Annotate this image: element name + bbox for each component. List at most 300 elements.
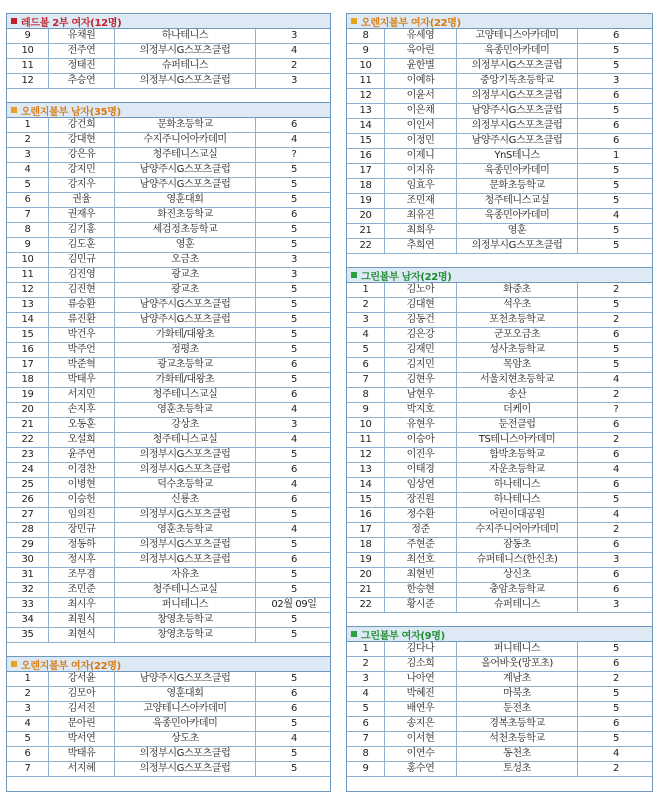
player-name: 추승연	[49, 74, 115, 88]
entry-number: 5	[347, 702, 385, 716]
player-name: 박태우	[49, 373, 115, 387]
player-club: 육종민아카데미	[457, 209, 578, 223]
player-name: 장진원	[385, 493, 457, 507]
player-club: 의정부시G스포츠클럽	[115, 553, 256, 567]
player-club: 하나테니스	[115, 29, 256, 43]
player-name: 추희연	[385, 239, 457, 253]
player-name: 김지민	[385, 358, 457, 372]
player-name: 나아연	[385, 672, 457, 686]
entry-number: 22	[347, 239, 385, 253]
player-name: 강서윤	[49, 672, 115, 686]
entry-number: 4	[7, 717, 49, 731]
entry-number: 1	[7, 672, 49, 686]
player-name: 강대현	[49, 133, 115, 147]
player-grade: 6	[291, 554, 297, 565]
entry-number: 26	[7, 493, 49, 507]
player-club: 함박초등학교	[457, 448, 578, 462]
player-name: 윤한별	[385, 59, 457, 73]
table-row	[347, 44, 652, 59]
entry-number: 7	[347, 373, 385, 387]
player-club: 청주테니스교실	[115, 583, 256, 597]
player-club: 정평초	[115, 343, 256, 357]
player-name: 최원식	[49, 613, 115, 627]
section-header	[7, 14, 330, 29]
player-grade: 6	[291, 209, 297, 220]
player-name: 정준	[385, 523, 457, 537]
player-name: 임의진	[49, 508, 115, 522]
player-grade: 5	[291, 194, 297, 205]
section-header	[347, 14, 652, 29]
player-name: 이진우	[385, 448, 457, 462]
entry-number: 12	[7, 74, 49, 88]
table-row	[7, 523, 330, 538]
table-row	[347, 194, 652, 209]
table-row	[7, 148, 330, 163]
entry-number: 14	[347, 478, 385, 492]
player-grade: 5	[613, 643, 619, 654]
square-bullet-icon	[11, 107, 17, 113]
player-name: 서지혜	[49, 762, 115, 776]
player-name: 이지유	[385, 164, 457, 178]
player-grade: 6	[291, 359, 297, 370]
table-row	[7, 538, 330, 553]
player-club: 오금초	[115, 253, 256, 267]
table-row	[347, 642, 652, 657]
table-row	[7, 223, 330, 238]
section-gap	[7, 643, 330, 657]
entry-number: 10	[7, 44, 49, 58]
table-row	[347, 478, 652, 493]
player-club: 남양주시G스포츠클럽	[115, 313, 256, 327]
table-row	[7, 133, 330, 148]
player-grade: 5	[291, 509, 297, 520]
entry-number: 9	[7, 29, 49, 43]
player-name: 황시준	[385, 598, 457, 612]
entry-number: 29	[7, 538, 49, 552]
entry-number: 5	[7, 732, 49, 746]
player-grade: 6	[291, 119, 297, 130]
player-grade: 2	[291, 60, 297, 71]
section-title: 오렌지볼부 여자(22명)	[361, 17, 461, 29]
entry-number: 4	[7, 163, 49, 177]
player-name: 남현우	[385, 388, 457, 402]
player-name: 조민준	[49, 583, 115, 597]
entry-number: 22	[7, 433, 49, 447]
player-grade: 3	[613, 75, 619, 86]
player-grade: 5	[291, 718, 297, 729]
table-row	[7, 418, 330, 433]
player-club: 둔전클럽	[457, 418, 578, 432]
player-grade: 3	[291, 75, 297, 86]
entry-number: 9	[347, 403, 385, 417]
player-club: 하나테니스	[457, 478, 578, 492]
square-bullet-icon	[11, 18, 17, 24]
table-row	[347, 687, 652, 702]
player-name: 김은강	[385, 328, 457, 342]
player-name: 김대현	[385, 298, 457, 312]
table-row	[7, 687, 330, 702]
player-grade: 4	[291, 45, 297, 56]
square-bullet-icon	[351, 272, 357, 278]
player-club: 덕수초등학교	[115, 478, 256, 492]
entry-number: 3	[7, 148, 49, 162]
player-club: 수지주니어아카데미	[457, 523, 578, 537]
player-grade: 5	[613, 733, 619, 744]
section-header	[347, 627, 652, 642]
player-name: 유채원	[49, 29, 115, 43]
player-name: 이정민	[385, 134, 457, 148]
player-club: 의정부시G스포츠클럽	[457, 239, 578, 253]
player-name: 정태진	[49, 59, 115, 73]
table-row	[347, 164, 652, 179]
player-name: 이연수	[385, 747, 457, 761]
player-name: 이태경	[385, 463, 457, 477]
player-club: 서울치현초등학교	[457, 373, 578, 387]
table-row	[7, 493, 330, 508]
player-name: 강지우	[49, 178, 115, 192]
square-bullet-icon	[11, 661, 17, 667]
table-row	[347, 119, 652, 134]
player-name: 이승아	[385, 433, 457, 447]
player-club: 슈퍼테니스	[457, 598, 578, 612]
player-grade: 5	[291, 374, 297, 385]
player-grade: 5	[613, 344, 619, 355]
player-name: 김도훈	[49, 238, 115, 252]
player-club: 청주테니스교실	[115, 388, 256, 402]
player-club: 계남초	[457, 672, 578, 686]
player-name: 윤주연	[49, 448, 115, 462]
player-grade: 5	[291, 239, 297, 250]
player-name: 박건우	[49, 328, 115, 342]
player-club: 충암초등학교	[457, 583, 578, 597]
player-grade: 5	[613, 688, 619, 699]
player-grade: 5	[613, 494, 619, 505]
player-club: 의정부시G스포츠클럽	[115, 463, 256, 477]
player-name: 이병현	[49, 478, 115, 492]
player-club: 문화초등학교	[115, 118, 256, 132]
entry-number: 18	[7, 373, 49, 387]
player-grade: 4	[291, 524, 297, 535]
table-row	[7, 238, 330, 253]
player-club: 청주테니스교실	[457, 194, 578, 208]
entry-number: 6	[347, 358, 385, 372]
player-club: 의정부시G스포츠클럽	[115, 74, 256, 88]
table-row	[347, 343, 652, 358]
player-name: 류진환	[49, 313, 115, 327]
player-grade: 2	[613, 314, 619, 325]
entry-number: 30	[7, 553, 49, 567]
table-row	[347, 717, 652, 732]
entry-number: 1	[347, 283, 385, 297]
player-grade: 6	[291, 703, 297, 714]
table-row	[7, 298, 330, 313]
table-row	[7, 553, 330, 568]
entry-number: 27	[7, 508, 49, 522]
player-club: 의정부시G스포츠클럽	[115, 44, 256, 58]
table-row	[7, 283, 330, 298]
player-club: 군포오금초	[457, 328, 578, 342]
entry-number: 34	[7, 613, 49, 627]
player-club: 더케이	[457, 403, 578, 417]
player-grade: 3	[613, 554, 619, 565]
player-grade: 2	[613, 763, 619, 774]
entry-number: 17	[7, 358, 49, 372]
player-name: 권재우	[49, 208, 115, 222]
entry-number: 19	[347, 194, 385, 208]
player-grade: 6	[613, 584, 619, 595]
player-grade: 6	[613, 90, 619, 101]
player-name: 이예하	[385, 74, 457, 88]
player-club: 고양테니스아카데미	[115, 702, 256, 716]
player-name: 이서현	[385, 732, 457, 746]
player-club: 남양주시G스포츠클럽	[115, 672, 256, 686]
player-name: 배연우	[385, 702, 457, 716]
player-name: 송지은	[385, 717, 457, 731]
player-club: 의정부시G스포츠클럽	[115, 538, 256, 552]
entry-number: 4	[347, 328, 385, 342]
player-name: 김모아	[49, 687, 115, 701]
square-bullet-icon	[351, 18, 357, 24]
section-header	[7, 103, 330, 118]
section-gap	[7, 89, 330, 103]
player-grade: ?	[613, 404, 619, 415]
player-club: 영훈	[115, 238, 256, 252]
player-grade: 5	[291, 614, 297, 625]
entry-number: 13	[347, 463, 385, 477]
entry-number: 9	[7, 238, 49, 252]
player-name: 김다나	[385, 642, 457, 656]
table-row	[347, 59, 652, 74]
table-row	[7, 193, 330, 208]
table-row	[347, 224, 652, 239]
table-row	[347, 134, 652, 149]
player-club: 성사초등학교	[457, 343, 578, 357]
table-row	[347, 672, 652, 687]
entry-number: 7	[7, 762, 49, 776]
table-row	[347, 538, 652, 553]
player-grade: 5	[613, 359, 619, 370]
table-row	[347, 74, 652, 89]
table-row	[7, 762, 330, 777]
entry-number: 8	[7, 223, 49, 237]
entry-number: 18	[347, 179, 385, 193]
entry-number: 23	[7, 448, 49, 462]
player-grade: 6	[613, 539, 619, 550]
player-grade: 02월 09일	[271, 599, 317, 610]
player-club: 상신초	[457, 568, 578, 582]
player-name: 이경찬	[49, 463, 115, 477]
player-name: 임효우	[385, 179, 457, 193]
player-name: 이은채	[385, 104, 457, 118]
player-club: 영훈초등학교	[115, 403, 256, 417]
table-row	[347, 553, 652, 568]
player-club: 창영초등학교	[115, 613, 256, 627]
entry-number: 11	[7, 59, 49, 73]
entry-number: 12	[347, 89, 385, 103]
table-row	[7, 403, 330, 418]
player-club: 의정부시G스포츠클럽	[457, 119, 578, 133]
player-name: 최현빈	[385, 568, 457, 582]
player-name: 정동하	[49, 538, 115, 552]
table-row	[347, 433, 652, 448]
player-club: 어린이대공원	[457, 508, 578, 522]
table-row	[347, 29, 652, 44]
player-club: 석우초	[457, 298, 578, 312]
table-row	[7, 343, 330, 358]
player-club: 의정부시G스포츠클럽	[457, 59, 578, 73]
player-grade: 5	[291, 449, 297, 460]
table-row	[347, 418, 652, 433]
entry-number: 15	[347, 493, 385, 507]
table-row	[7, 313, 330, 328]
table-row	[7, 118, 330, 133]
player-name: 김재민	[385, 343, 457, 357]
player-club: 포천초등학교	[457, 313, 578, 327]
player-club: 잠동초	[457, 538, 578, 552]
player-club: 수지주니어아카데미	[115, 133, 256, 147]
table-row	[347, 328, 652, 343]
entry-number: 16	[347, 508, 385, 522]
player-name: 유세영	[385, 29, 457, 43]
player-club: 퍼니테니스	[115, 598, 256, 612]
entry-number: 9	[347, 44, 385, 58]
player-grade: 6	[613, 569, 619, 580]
player-name: 이승헌	[49, 493, 115, 507]
player-name: 조민재	[385, 194, 457, 208]
table-row	[7, 29, 330, 44]
player-grade: 5	[613, 195, 619, 206]
player-club: 세검정초등학교	[115, 223, 256, 237]
player-club: 남양주시G스포츠클럽	[457, 104, 578, 118]
player-name: 이윤서	[385, 89, 457, 103]
player-name: 최현식	[49, 628, 115, 642]
player-grade: 2	[613, 524, 619, 535]
entry-number: 21	[7, 418, 49, 432]
player-grade: 5	[291, 539, 297, 550]
player-name: 장민규	[49, 523, 115, 537]
player-name: 정시후	[49, 553, 115, 567]
table-row	[347, 298, 652, 313]
player-club: YnS테니스	[457, 149, 578, 163]
entry-number: 11	[347, 433, 385, 447]
entry-number: 32	[7, 583, 49, 597]
table-row	[7, 717, 330, 732]
player-grade: 6	[613, 449, 619, 460]
player-grade: 6	[613, 419, 619, 430]
player-club: 문화초등학교	[457, 179, 578, 193]
player-name: 류승환	[49, 298, 115, 312]
entry-number: 28	[7, 523, 49, 537]
player-name: 주현준	[385, 538, 457, 552]
player-grade: 4	[613, 210, 619, 221]
table-row	[7, 178, 330, 193]
table-row	[7, 508, 330, 523]
player-club: 올어바웃(망포초)	[457, 657, 578, 671]
player-club: 가화테/대왕초	[115, 328, 256, 342]
table-row	[7, 373, 330, 388]
player-name: 김동건	[385, 313, 457, 327]
player-club: 광교초등학교	[115, 358, 256, 372]
player-grade: 5	[613, 703, 619, 714]
section-header	[7, 657, 330, 672]
player-grade: 4	[291, 733, 297, 744]
player-club: 창영초등학교	[115, 628, 256, 642]
table-row	[7, 568, 330, 583]
player-name: 임상연	[385, 478, 457, 492]
player-name: 홍수연	[385, 762, 457, 776]
player-name: 최시우	[49, 598, 115, 612]
table-row	[347, 149, 652, 164]
player-grade: 5	[291, 329, 297, 340]
player-grade: 5	[291, 164, 297, 175]
table-row	[347, 732, 652, 747]
table-row	[347, 373, 652, 388]
player-club: 자운초등학교	[457, 463, 578, 477]
player-club: 퍼니테니스	[457, 642, 578, 656]
entry-number: 11	[7, 268, 49, 282]
player-grade: 5	[291, 569, 297, 580]
table-row	[347, 583, 652, 598]
entry-number: 21	[347, 224, 385, 238]
right-column	[346, 13, 653, 792]
entry-number: 12	[7, 283, 49, 297]
player-club: 광교초	[115, 283, 256, 297]
player-name: 강지민	[49, 163, 115, 177]
table-row	[347, 403, 652, 418]
player-grade: 4	[613, 748, 619, 759]
entry-number: 5	[7, 178, 49, 192]
player-club: 고양테니스아카데미	[457, 29, 578, 43]
entry-number: 6	[347, 717, 385, 731]
player-name: 김노아	[385, 283, 457, 297]
player-grade: 6	[291, 464, 297, 475]
player-name: 박서연	[49, 732, 115, 746]
entry-number: 7	[347, 732, 385, 746]
table-row	[347, 747, 652, 762]
player-club: 하나테니스	[457, 493, 578, 507]
player-name: 문아린	[49, 717, 115, 731]
player-club: 슈퍼테니스(한신초)	[457, 553, 578, 567]
entry-number: 15	[7, 328, 49, 342]
player-club: 남양주시G스포츠클럽	[115, 178, 256, 192]
player-club: 육종민아카데미	[457, 44, 578, 58]
player-name: 유현우	[385, 418, 457, 432]
player-name: 전주연	[49, 44, 115, 58]
table-row	[7, 208, 330, 223]
player-name: 육아린	[385, 44, 457, 58]
entry-number: 4	[347, 687, 385, 701]
player-grade: 2	[613, 284, 619, 295]
player-grade: 5	[291, 584, 297, 595]
table-row	[347, 283, 652, 298]
entry-number: 9	[347, 762, 385, 776]
entry-number: 8	[347, 747, 385, 761]
player-name: 강건희	[49, 118, 115, 132]
player-grade: 3	[291, 254, 297, 265]
player-name: 이제니	[385, 149, 457, 163]
table-row	[7, 478, 330, 493]
player-name: 김민규	[49, 253, 115, 267]
table-row	[7, 163, 330, 178]
player-grade: 3	[613, 599, 619, 610]
player-club: 영훈대회	[115, 687, 256, 701]
table-row	[347, 448, 652, 463]
player-grade: 6	[291, 494, 297, 505]
entry-number: 8	[347, 29, 385, 43]
player-grade: 5	[291, 224, 297, 235]
player-name: 오동훈	[49, 418, 115, 432]
entry-number: 16	[7, 343, 49, 357]
